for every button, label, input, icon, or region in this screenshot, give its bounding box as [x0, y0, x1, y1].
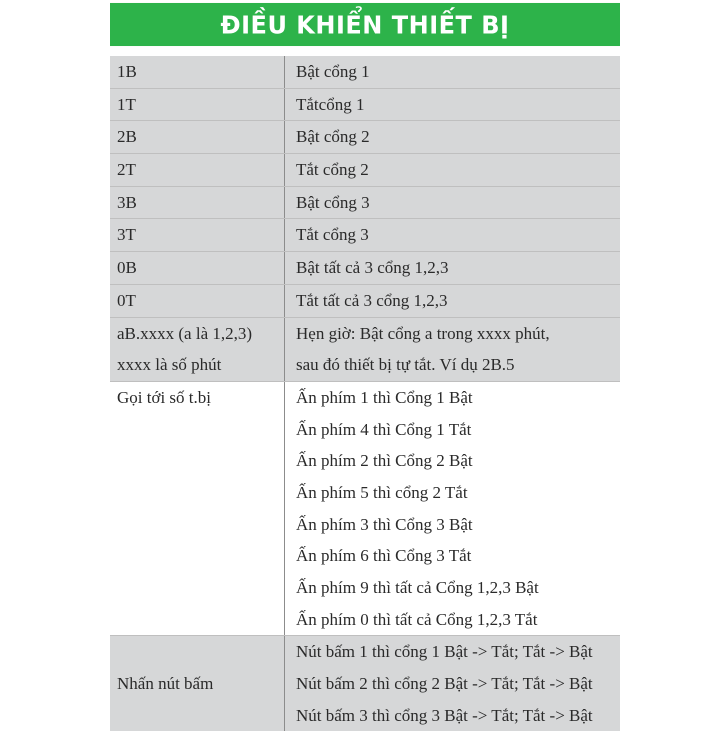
button-code-cell — [110, 636, 285, 731]
timer-desc — [285, 318, 620, 381]
timer-desc-line: Hẹn giờ: Bật cổng a trong xxxx phút, — [296, 323, 550, 343]
table-row — [110, 285, 620, 318]
command-desc: Tắt tất cả 3 cổng 1,2,3 — [296, 290, 448, 310]
button-desc-line: Nút bấm 1 thì cổng 1 Bật -> Tắt; Tắt -> Bật — [296, 642, 593, 662]
call-code: Gọi tới số t.bị — [117, 387, 211, 407]
command-desc: Bật cổng 1 — [296, 62, 370, 81]
table-row-timer — [110, 318, 620, 382]
command-code: 2T — [110, 154, 285, 186]
call-desc-line: Ấn phím 2 thì Cổng 2 Bật — [296, 451, 473, 471]
table-row-call — [110, 382, 620, 637]
call-desc-line: Ấn phím 1 thì Cổng 1 Bật — [296, 387, 473, 407]
table-row — [110, 121, 620, 154]
table-row — [110, 154, 620, 187]
timer-code — [110, 318, 285, 381]
timer-desc-line: sau đó thiết bị tự tắt. Ví dụ 2B.5 — [296, 355, 515, 375]
button-desc-line: Nút bấm 3 thì cổng 3 Bật -> Tắt; Tắt -> Bật — [296, 705, 593, 725]
command-code: 0B — [110, 252, 285, 284]
command-desc: Tắtcổng 1 — [296, 94, 365, 114]
table-row — [110, 252, 620, 285]
command-desc: Bật cổng 3 — [296, 192, 370, 212]
command-code: 0T — [110, 285, 285, 317]
command-code: 2B — [110, 121, 285, 153]
table-row — [110, 89, 620, 122]
command-code: 1B — [110, 56, 285, 88]
command-table — [110, 56, 620, 731]
table-row — [110, 219, 620, 252]
call-desc-line: Ấn phím 6 thì Cổng 3 Tắt — [296, 546, 472, 566]
command-code: 3T — [110, 219, 285, 251]
call-desc-line: Ấn phím 3 thì Cổng 3 Bật — [296, 514, 473, 534]
timer-code-line: aB.xxxx (a là 1,2,3) — [117, 323, 253, 343]
call-desc-line: Ấn phím 9 thì tất cả Cổng 1,2,3 Bật — [296, 578, 539, 597]
command-code: 1T — [110, 89, 285, 121]
call-code-cell — [110, 382, 285, 636]
command-desc: Tắt cổng 3 — [296, 225, 369, 245]
command-desc: Bật tất cả 3 cổng 1,2,3 — [296, 258, 449, 278]
call-desc — [285, 382, 620, 636]
button-code: Nhấn nút bấm — [117, 674, 214, 694]
table-row — [110, 187, 620, 220]
command-code: 3B — [110, 187, 285, 219]
call-desc-line: Ấn phím 4 thì Cổng 1 Tắt — [296, 419, 472, 439]
timer-code-line: xxxx là số phút — [117, 355, 222, 375]
call-desc-line: Ấn phím 5 thì cổng 2 Tắt — [296, 482, 468, 502]
page-title: ĐIỀU KHIỂN THIẾT BỊ — [110, 3, 620, 46]
command-desc: Bật cổng 2 — [296, 127, 370, 147]
call-desc-line: Ấn phím 0 thì tất cả Cổng 1,2,3 Tắt — [296, 609, 538, 629]
table-row-button — [110, 636, 620, 731]
command-desc: Tắt cổng 2 — [296, 160, 369, 180]
button-desc-line: Nút bấm 2 thì cổng 2 Bật -> Tắt; Tắt -> Bật — [296, 674, 593, 694]
button-desc — [285, 636, 620, 731]
table-row — [110, 56, 620, 89]
